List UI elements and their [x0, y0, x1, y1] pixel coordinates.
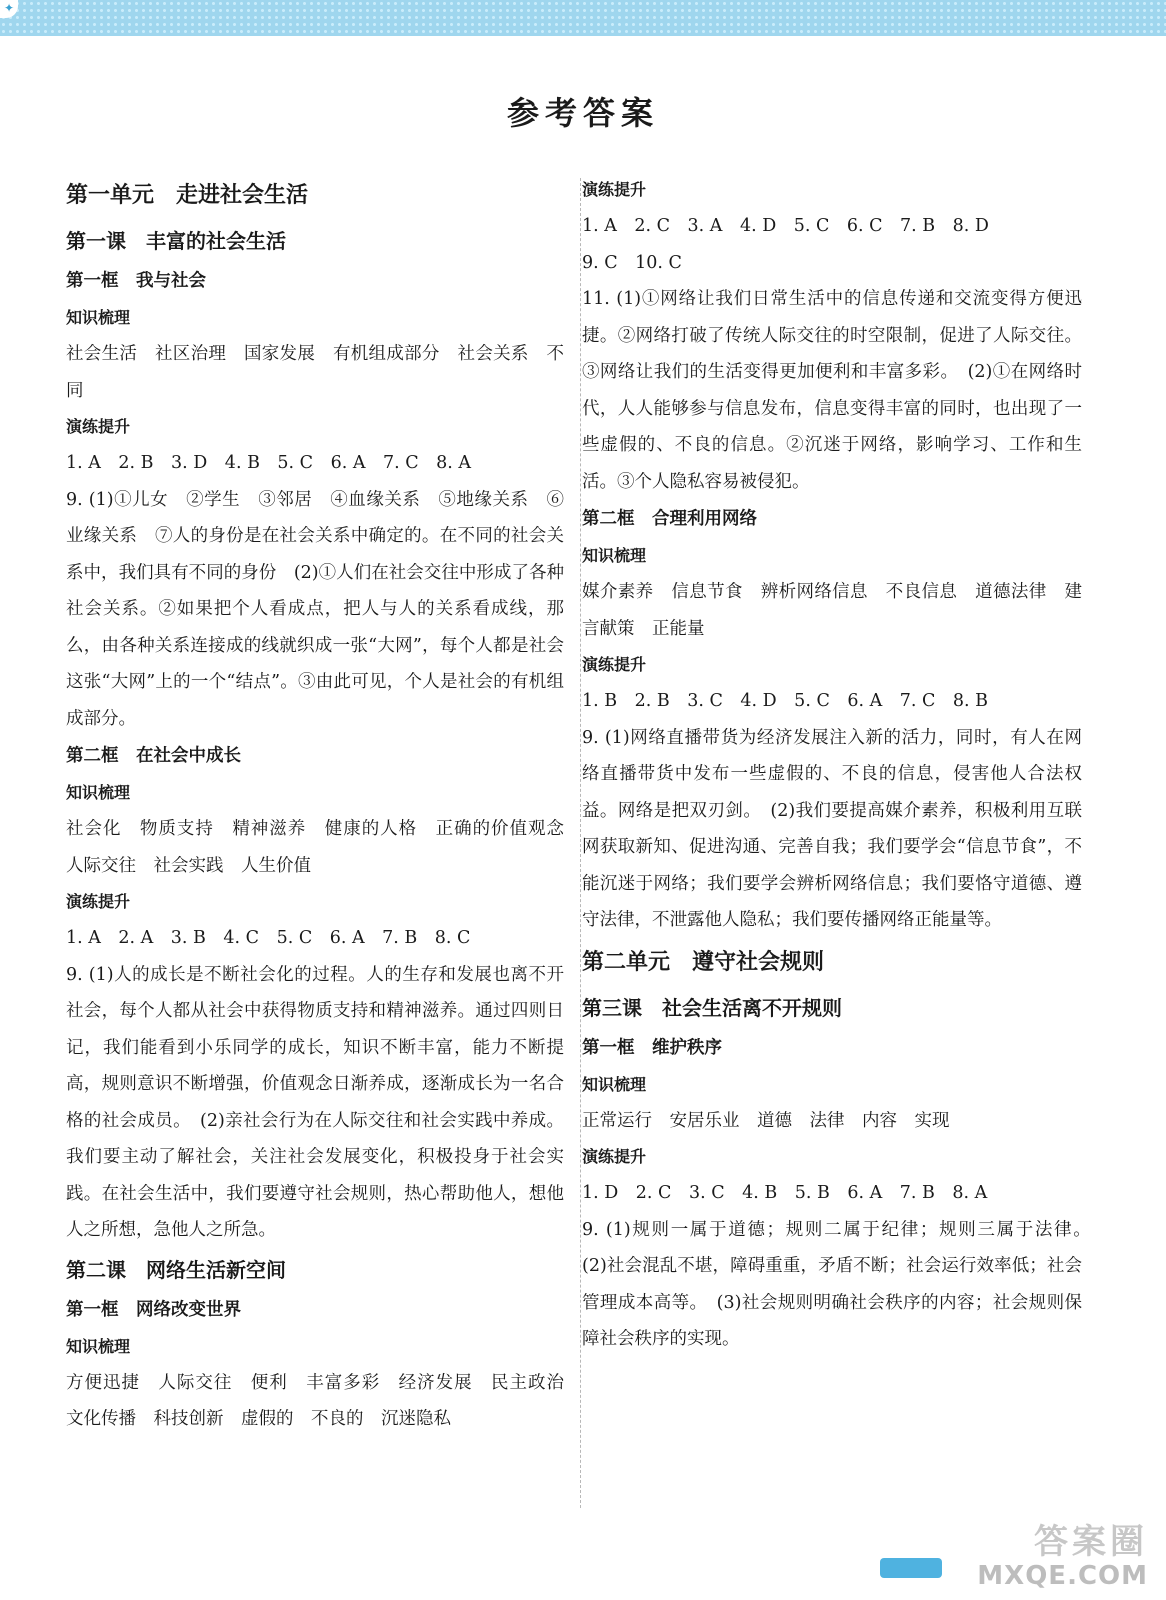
unit-heading: 第二单元 遵守社会规则 — [582, 949, 825, 975]
lesson-heading: 第一课 丰富的社会生活 — [66, 229, 286, 253]
right-column — [582, 172, 1100, 1358]
frame-heading: 第一框 我与社会 — [66, 271, 206, 291]
section-label-knowledge: 知识梳理 — [582, 546, 647, 565]
section-label-practice: 演练提升 — [582, 180, 647, 199]
section-label-knowledge: 知识梳理 — [66, 783, 131, 802]
question-answer: 9. (1)网络直播带货为经济发展注入新的活力，同时，有人在网络直播带货中发布一些虚假的、不良的信息，侵害他人合法权益。网络是把双刃剑。 (2)我们要提高媒介素养，积极利用互联网获取新知、促进沟通、完善自我；我们要学会“信息节食”，不能沉迷于网络；我们要学会辨析网络信息；我们要恪守道德、遵守法律，不泄露他人隐私；我们要传播网络正能量等。 — [582, 727, 1082, 930]
choice-answers: 1. A 2. C 3. A 4. D 5. C 6. C 7. B 8. D — [582, 216, 989, 236]
knowledge-answers: 社会生活 社区治理 国家发展 有机组成部分 社会关系 不同 — [66, 344, 564, 401]
lesson-heading: 第三课 社会生活离不开规则 — [582, 995, 842, 1020]
section-label-knowledge: 知识梳理 — [66, 1336, 131, 1356]
watermark-text: 答案圈 — [1034, 1522, 1148, 1562]
page-number-badge — [880, 1558, 942, 1578]
knowledge-answers: 方便迅捷 人际交往 便利 丰富多彩 经济发展 民主政治 文化传播 科技创新 虚假的 不良的 沉迷隐私 — [66, 1372, 582, 1429]
choice-answers: 1. A 2. A 3. B 4. C 5. C 6. A 7. B 8. C — [66, 928, 471, 948]
left-column — [66, 172, 582, 1438]
section-label-practice: 演练提升 — [66, 892, 131, 911]
question-answer: 9. (1)人的成长是不断社会化的过程。人的生存和发展也离不开社会，每个人都从社会中获得物质支持和精神滋养。通过四则日记，我们能看到小乐同学的成长，知识不断丰富，能力不断提高，规则意识不断增强，价值观念日渐养成，逐渐成长为一名合格的社会成员。 (2)亲社会行为在人际交往和社会实践中养成。我们要主动了解社会，关注社会发展变化，积极投身于社会实践。在社会生活中，我们要遵守社会规则，热心帮助他人，想他人之所想，急他人之所急。 — [66, 964, 564, 1240]
frame-heading: 第二框 合理利用网络 — [582, 509, 757, 529]
header-band — [0, 0, 1166, 36]
frame-heading: 第二框 在社会中成长 — [66, 746, 241, 766]
choice-answers: 1. B 2. B 3. C 4. D 5. C 6. A 7. C 8. B — [582, 691, 988, 711]
section-label-practice: 演练提升 — [582, 1147, 647, 1166]
unit-heading: 第一单元 走进社会生活 — [66, 183, 309, 208]
choice-answers: 1. D 2. C 3. C 4. B 5. B 6. A 7. B 8. A — [582, 1183, 988, 1203]
watermark-logo — [976, 1522, 1148, 1592]
choice-answers: 1. A 2. B 3. D 4. B 5. C 6. A 7. C 8. A — [66, 453, 472, 473]
frame-heading: 第一框 网络改变世界 — [66, 1299, 241, 1320]
watermark-url: MXQE.COM — [977, 1561, 1148, 1591]
page-title: 参考答案 — [506, 94, 659, 132]
lesson-heading: 第二课 网络生活新空间 — [66, 1257, 286, 1282]
knowledge-answers: 社会化 物质支持 精神滋养 健康的人格 正确的价值观念 人际交往 社会实践 人生价值 — [66, 819, 582, 876]
section-label-practice: 演练提升 — [582, 655, 647, 674]
question-answer: 9. (1)规则一属于道德；规则二属于纪律；规则三属于法律。 (2)社会混乱不堪，障碍重重，矛盾不断；社会运行效率低；社会管理成本高等。 (3)社会规则明确社会秩序的内容；社会规则保障社会秩序的实现。 — [582, 1219, 1100, 1349]
choice-answers: 9. C 10. C — [582, 252, 682, 273]
knowledge-answers: 媒介素养 信息节食 辨析网络信息 不良信息 道德法律 建言献策 正能量 — [582, 582, 1082, 639]
section-label-knowledge: 知识梳理 — [582, 1074, 647, 1094]
corner-icon: ✦ — [0, 0, 18, 18]
knowledge-answers: 正常运行 安居乐业 道德 法律 内容 实现 — [582, 1110, 950, 1131]
column-divider — [580, 178, 581, 1508]
section-label-practice: 演练提升 — [66, 417, 131, 436]
question-answer: 11. (1)①网络让我们日常生活中的信息传递和交流变得方便迅捷。②网络打破了传统人际交往的时空限制，促进了人际交往。③网络让我们的生活变得更加便利和丰富多彩。 (2)①在网络时代，人人能够参与信息发布，信息变得丰富的同时，也出现了一些虚假的、不良的信息。②沉迷于网络，影响学习、工作和生活。③个人隐私容易被侵犯。 — [582, 289, 1082, 492]
section-label-knowledge: 知识梳理 — [66, 308, 131, 327]
question-answer: 9. (1)①儿女 ②学生 ③邻居 ④血缘关系 ⑤地缘关系 ⑥业缘关系 ⑦人的身份是在社会关系中确定的。在不同的社会关系中，我们具有不同的身份 (2)①人们在社会交往中形成了各种社会关系。②如果把个人看成点，把人与人的关系看成线，那么，由各种关系连接成的线就织成一张“大网”，每个人都是社会这张“大网”上的一个“结点”。③由此可见，个人是社会的有机组成部分。 — [66, 489, 564, 729]
frame-heading: 第一框 维护秩序 — [582, 1037, 722, 1058]
